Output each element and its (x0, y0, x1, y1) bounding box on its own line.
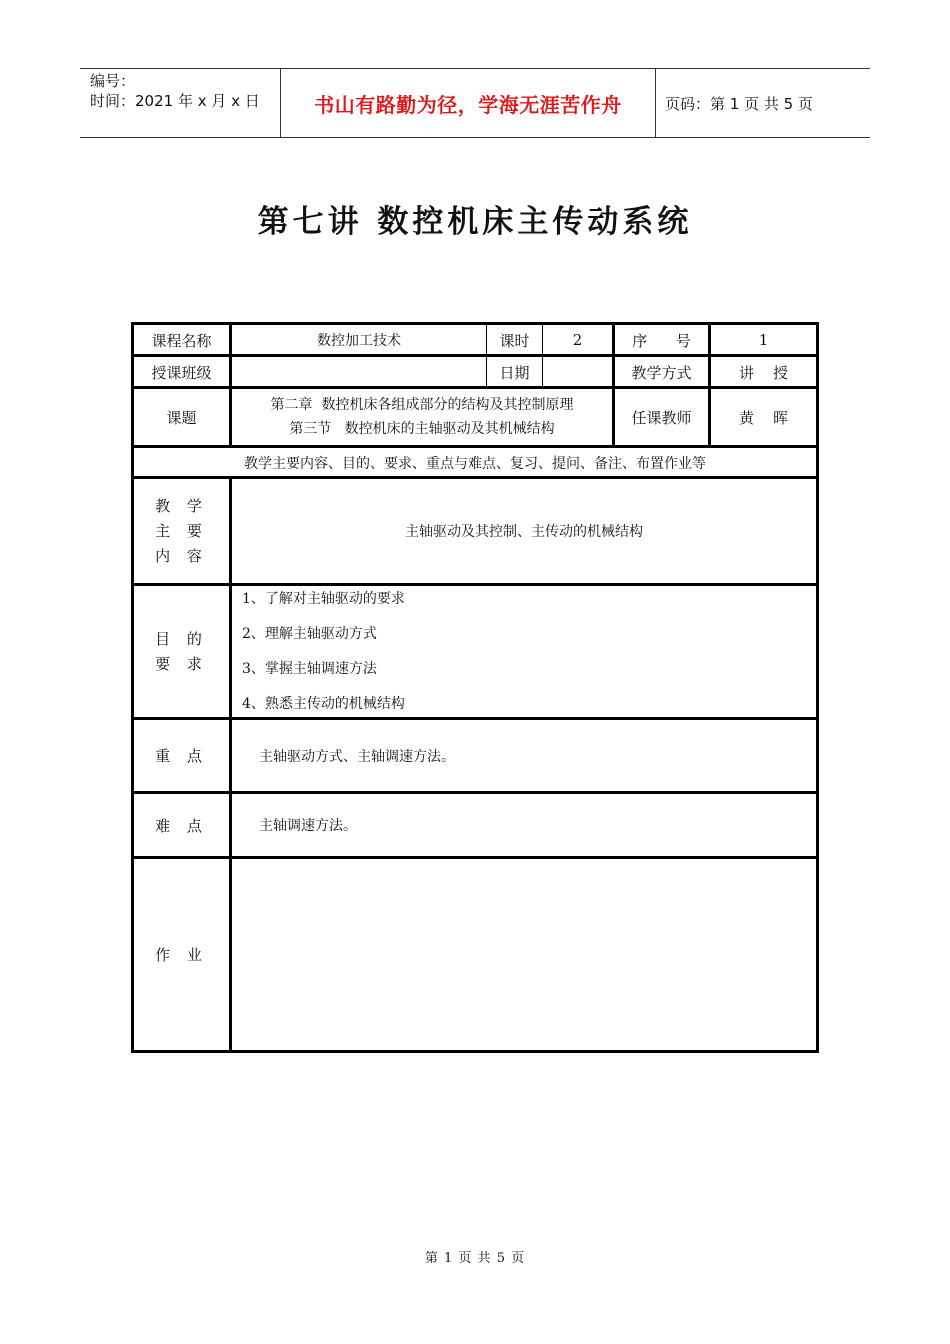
homework-value (232, 859, 816, 1050)
content-label-line: 教 学 (155, 496, 208, 515)
row-divider (134, 445, 816, 448)
content-label-line: 内 容 (155, 546, 208, 565)
difficulty-value: 主轴调速方法。 (259, 818, 357, 834)
class-label: 授课班级 (151, 363, 212, 382)
goal-item: 1、了解对主轴驱动的要求 (242, 591, 405, 607)
difficulty-label: 难 点 (155, 816, 208, 835)
goal-item: 4、熟悉主传动的机械结构 (242, 696, 405, 712)
topic-label: 课题 (166, 408, 197, 427)
page-footer: 第 1 页 共 5 页 (424, 1251, 526, 1266)
header-motto-cell (280, 69, 656, 137)
lesson-table (131, 322, 819, 1053)
teacher-label: 任课教师 (631, 408, 692, 427)
homework-label: 作 业 (155, 946, 208, 964)
header-page-info: 页码：第 1 页 共 5 页 (665, 94, 813, 113)
key-label: 重 点 (155, 747, 208, 765)
goals-label (134, 586, 229, 717)
row-divider (134, 583, 816, 586)
content-label (134, 479, 229, 583)
topic-line-1: 第二章 数控机床各组成部分的结构及其控制原理 (270, 397, 574, 413)
goal-item: 3、掌握主轴调速方法 (242, 661, 377, 677)
course-name-label: 课程名称 (151, 331, 212, 350)
hours-value: 2 (572, 331, 583, 349)
seq-value: 1 (758, 331, 769, 349)
content-label-line: 主 要 (155, 521, 208, 540)
header-meta (80, 69, 280, 137)
teacher-value: 黄 晖 (738, 408, 789, 427)
key-value: 主轴驱动方式、主轴调速方法。 (259, 748, 455, 765)
seq-label: 序 号 (632, 331, 691, 350)
content-value: 主轴驱动及其控制、主传动的机械结构 (405, 524, 643, 540)
date-label: 日期 (499, 363, 530, 382)
page-title: 第七讲 数控机床主传动系统 (257, 204, 693, 240)
header-time: 时间：2021 年 x 月 x 日 (90, 92, 260, 110)
header-code: 编号： (90, 72, 136, 90)
goals-list (242, 587, 405, 727)
goals-label-line: 目 的 (155, 629, 208, 648)
header-motto: 书山有路勤为径，学海无涯苦作舟 (314, 92, 622, 117)
class-value (232, 357, 486, 387)
goal-item: 2、理解主轴驱动方式 (242, 626, 377, 642)
method-value: 讲 授 (738, 363, 789, 382)
date-value (543, 357, 612, 387)
hours-label: 课时 (499, 331, 530, 350)
goals-label-line: 要 求 (155, 654, 208, 673)
method-label: 教学方式 (631, 363, 692, 382)
section-header: 教学主要内容、目的、要求、重点与难点、复习、提问、备注、布置作业等 (244, 455, 706, 472)
page-header (80, 68, 870, 138)
course-name-value: 数控加工技术 (317, 333, 401, 349)
topic-line-2: 第三节 数控机床的主轴驱动及其机械结构 (289, 421, 555, 437)
topic-value (232, 389, 612, 445)
